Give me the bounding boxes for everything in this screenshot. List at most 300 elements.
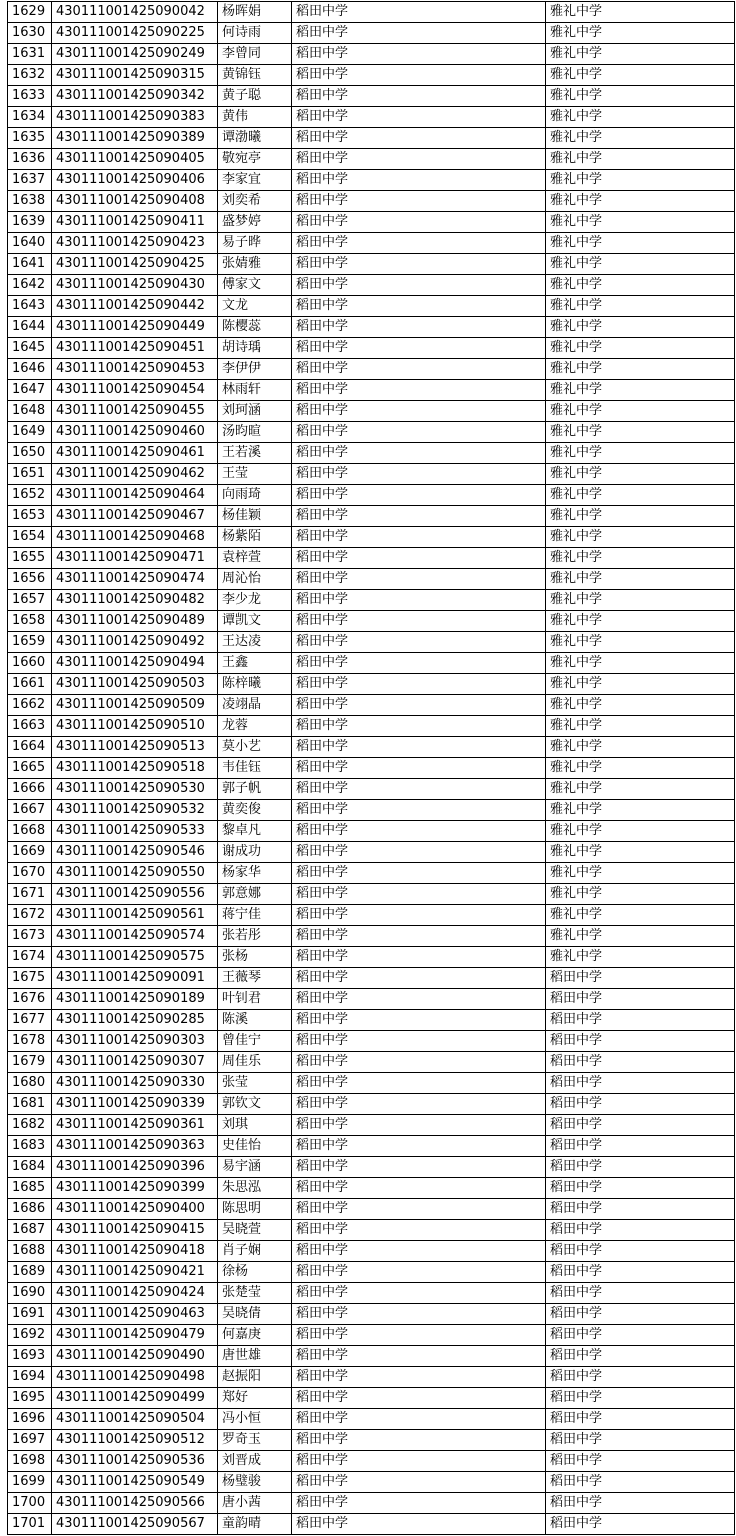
table-row	[8, 947, 735, 968]
student-name-cell: 李家宜	[218, 170, 292, 191]
student-name-cell: 傅家文	[218, 275, 292, 296]
row-number-cell: 1631	[8, 44, 52, 65]
admitted-school-cell: 雅礼中学	[546, 380, 735, 401]
student-name-cell: 谢成功	[218, 842, 292, 863]
admitted-school-cell: 雅礼中学	[546, 149, 735, 170]
student-id-cell: 430111001425090425	[52, 254, 218, 275]
student-id-cell: 430111001425090494	[52, 653, 218, 674]
student-name-cell: 韦佳钰	[218, 758, 292, 779]
table-row	[8, 779, 735, 800]
student-id-cell: 430111001425090389	[52, 128, 218, 149]
source-school-cell: 稻田中学	[292, 107, 546, 128]
row-number-cell: 1661	[8, 674, 52, 695]
admitted-school-cell: 稻田中学	[546, 1367, 735, 1388]
student-name-cell: 莫小艺	[218, 737, 292, 758]
student-name-cell: 童韵晴	[218, 1514, 292, 1535]
student-name-cell: 易宇涵	[218, 1157, 292, 1178]
table-row	[8, 464, 735, 485]
admitted-school-cell: 雅礼中学	[546, 401, 735, 422]
student-id-cell: 430111001425090462	[52, 464, 218, 485]
student-id-cell: 430111001425090561	[52, 905, 218, 926]
admitted-school-cell: 雅礼中学	[546, 758, 735, 779]
admitted-school-cell: 稻田中学	[546, 1451, 735, 1472]
source-school-cell: 稻田中学	[292, 401, 546, 422]
admitted-school-cell: 雅礼中学	[546, 23, 735, 44]
row-number-cell: 1645	[8, 338, 52, 359]
table-row	[8, 506, 735, 527]
admitted-school-cell: 稻田中学	[546, 1388, 735, 1409]
table-row	[8, 821, 735, 842]
source-school-cell: 稻田中学	[292, 23, 546, 44]
row-number-cell: 1656	[8, 569, 52, 590]
admitted-school-cell: 稻田中学	[546, 1325, 735, 1346]
admitted-school-cell: 稻田中学	[546, 1262, 735, 1283]
student-id-cell: 430111001425090189	[52, 989, 218, 1010]
admitted-school-cell: 稻田中学	[546, 1283, 735, 1304]
admitted-school-cell: 稻田中学	[546, 1199, 735, 1220]
row-number-cell: 1637	[8, 170, 52, 191]
admitted-school-cell: 雅礼中学	[546, 338, 735, 359]
student-name-cell: 刘琪	[218, 1115, 292, 1136]
student-name-cell: 李曾同	[218, 44, 292, 65]
source-school-cell: 稻田中学	[292, 1199, 546, 1220]
table-row	[8, 737, 735, 758]
row-number-cell: 1651	[8, 464, 52, 485]
admitted-school-cell: 雅礼中学	[546, 443, 735, 464]
student-id-cell: 430111001425090399	[52, 1178, 218, 1199]
student-id-cell: 430111001425090396	[52, 1157, 218, 1178]
source-school-cell: 稻田中学	[292, 1073, 546, 1094]
row-number-cell: 1667	[8, 800, 52, 821]
student-id-cell: 430111001425090499	[52, 1388, 218, 1409]
student-id-cell: 430111001425090482	[52, 590, 218, 611]
table-row	[8, 275, 735, 296]
table-row	[8, 359, 735, 380]
student-name-cell: 陈溪	[218, 1010, 292, 1031]
student-name-cell: 李少龙	[218, 590, 292, 611]
admitted-school-cell: 雅礼中学	[546, 884, 735, 905]
student-name-cell: 何诗雨	[218, 23, 292, 44]
row-number-cell: 1691	[8, 1304, 52, 1325]
student-id-cell: 430111001425090451	[52, 338, 218, 359]
row-number-cell: 1676	[8, 989, 52, 1010]
student-id-cell: 430111001425090342	[52, 86, 218, 107]
table-row	[8, 632, 735, 653]
student-name-cell: 唐世雄	[218, 1346, 292, 1367]
row-number-cell: 1688	[8, 1241, 52, 1262]
admitted-school-cell: 稻田中学	[546, 1073, 735, 1094]
source-school-cell: 稻田中学	[292, 800, 546, 821]
table-row	[8, 884, 735, 905]
row-number-cell: 1701	[8, 1514, 52, 1535]
table-row	[8, 191, 735, 212]
table-row	[8, 65, 735, 86]
admitted-school-cell: 雅礼中学	[546, 317, 735, 338]
row-number-cell: 1653	[8, 506, 52, 527]
student-id-cell: 430111001425090518	[52, 758, 218, 779]
admitted-school-cell: 雅礼中学	[546, 947, 735, 968]
admitted-school-cell: 雅礼中学	[546, 128, 735, 149]
student-id-cell: 430111001425090430	[52, 275, 218, 296]
table-row	[8, 1220, 735, 1241]
student-name-cell: 吴晓萱	[218, 1220, 292, 1241]
admitted-school-cell: 稻田中学	[546, 1031, 735, 1052]
student-name-cell: 张莹	[218, 1073, 292, 1094]
admitted-school-cell: 雅礼中学	[546, 674, 735, 695]
admitted-school-cell: 雅礼中学	[546, 548, 735, 569]
row-number-cell: 1664	[8, 737, 52, 758]
admitted-school-cell: 雅礼中学	[546, 191, 735, 212]
student-name-cell: 杨紫陌	[218, 527, 292, 548]
student-id-cell: 430111001425090461	[52, 443, 218, 464]
student-name-cell: 唐小茜	[218, 1493, 292, 1514]
admitted-school-cell: 雅礼中学	[546, 359, 735, 380]
row-number-cell: 1680	[8, 1073, 52, 1094]
admitted-school-cell: 雅礼中学	[546, 800, 735, 821]
row-number-cell: 1685	[8, 1178, 52, 1199]
row-number-cell: 1655	[8, 548, 52, 569]
admitted-school-cell: 稻田中学	[546, 1010, 735, 1031]
source-school-cell: 稻田中学	[292, 1430, 546, 1451]
row-number-cell: 1648	[8, 401, 52, 422]
table-row	[8, 1514, 735, 1535]
admitted-school-cell: 稻田中学	[546, 1346, 735, 1367]
student-id-cell: 430111001425090405	[52, 149, 218, 170]
source-school-cell: 稻田中学	[292, 1010, 546, 1031]
row-number-cell: 1672	[8, 905, 52, 926]
table-row	[8, 527, 735, 548]
source-school-cell: 稻田中学	[292, 884, 546, 905]
student-id-cell: 430111001425090479	[52, 1325, 218, 1346]
student-name-cell: 王若溪	[218, 443, 292, 464]
student-name-cell: 王鑫	[218, 653, 292, 674]
admission-table	[7, 1, 735, 1535]
student-id-cell: 430111001425090468	[52, 527, 218, 548]
student-name-cell: 龙蓉	[218, 716, 292, 737]
table-row	[8, 1493, 735, 1514]
row-number-cell: 1670	[8, 863, 52, 884]
row-number-cell: 1639	[8, 212, 52, 233]
student-name-cell: 张楚莹	[218, 1283, 292, 1304]
student-id-cell: 430111001425090091	[52, 968, 218, 989]
student-name-cell: 陈思明	[218, 1199, 292, 1220]
student-name-cell: 郭意娜	[218, 884, 292, 905]
row-number-cell: 1643	[8, 296, 52, 317]
admitted-school-cell: 稻田中学	[546, 989, 735, 1010]
row-number-cell: 1654	[8, 527, 52, 548]
source-school-cell: 稻田中学	[292, 1304, 546, 1325]
row-number-cell: 1686	[8, 1199, 52, 1220]
admitted-school-cell: 雅礼中学	[546, 842, 735, 863]
student-id-cell: 430111001425090330	[52, 1073, 218, 1094]
student-id-cell: 430111001425090471	[52, 548, 218, 569]
student-name-cell: 向雨琦	[218, 485, 292, 506]
row-number-cell: 1642	[8, 275, 52, 296]
table-row	[8, 548, 735, 569]
table-row	[8, 569, 735, 590]
admitted-school-cell: 雅礼中学	[546, 506, 735, 527]
table-row	[8, 758, 735, 779]
student-name-cell: 陈樱蕊	[218, 317, 292, 338]
source-school-cell: 稻田中学	[292, 569, 546, 590]
student-id-cell: 430111001425090411	[52, 212, 218, 233]
admitted-school-cell: 雅礼中学	[546, 233, 735, 254]
row-number-cell: 1638	[8, 191, 52, 212]
table-row	[8, 1031, 735, 1052]
admitted-school-cell: 雅礼中学	[546, 653, 735, 674]
admitted-school-cell: 雅礼中学	[546, 107, 735, 128]
table-row	[8, 1472, 735, 1493]
table-row	[8, 170, 735, 191]
table-row	[8, 1409, 735, 1430]
student-id-cell: 430111001425090418	[52, 1241, 218, 1262]
table-row	[8, 212, 735, 233]
row-number-cell: 1682	[8, 1115, 52, 1136]
source-school-cell: 稻田中学	[292, 674, 546, 695]
student-name-cell: 黄伟	[218, 107, 292, 128]
student-name-cell: 周佳乐	[218, 1052, 292, 1073]
admitted-school-cell: 稻田中学	[546, 1241, 735, 1262]
student-name-cell: 郭子帆	[218, 779, 292, 800]
source-school-cell: 稻田中学	[292, 1388, 546, 1409]
source-school-cell: 稻田中学	[292, 1514, 546, 1535]
table-row	[8, 338, 735, 359]
student-name-cell: 谭凯文	[218, 611, 292, 632]
row-number-cell: 1649	[8, 422, 52, 443]
student-name-cell: 黄子聪	[218, 86, 292, 107]
admission-table-body	[8, 2, 735, 1535]
table-row	[8, 296, 735, 317]
student-name-cell: 谭渤曦	[218, 128, 292, 149]
row-number-cell: 1689	[8, 1262, 52, 1283]
table-row	[8, 422, 735, 443]
source-school-cell: 稻田中学	[292, 422, 546, 443]
student-id-cell: 430111001425090549	[52, 1472, 218, 1493]
student-name-cell: 林雨轩	[218, 380, 292, 401]
source-school-cell: 稻田中学	[292, 1115, 546, 1136]
source-school-cell: 稻田中学	[292, 1241, 546, 1262]
table-row	[8, 1451, 735, 1472]
source-school-cell: 稻田中学	[292, 989, 546, 1010]
student-id-cell: 430111001425090303	[52, 1031, 218, 1052]
student-id-cell: 430111001425090490	[52, 1346, 218, 1367]
admitted-school-cell: 雅礼中学	[546, 275, 735, 296]
student-name-cell: 杨佳颖	[218, 506, 292, 527]
student-name-cell: 徐杨	[218, 1262, 292, 1283]
student-id-cell: 430111001425090361	[52, 1115, 218, 1136]
admitted-school-cell: 雅礼中学	[546, 779, 735, 800]
student-name-cell: 刘奕希	[218, 191, 292, 212]
student-id-cell: 430111001425090574	[52, 926, 218, 947]
table-row	[8, 2, 735, 23]
student-name-cell: 张婧雅	[218, 254, 292, 275]
table-row	[8, 254, 735, 275]
row-number-cell: 1660	[8, 653, 52, 674]
admitted-school-cell: 稻田中学	[546, 968, 735, 989]
table-row	[8, 674, 735, 695]
student-id-cell: 430111001425090455	[52, 401, 218, 422]
student-id-cell: 430111001425090489	[52, 611, 218, 632]
admitted-school-cell: 稻田中学	[546, 1136, 735, 1157]
student-id-cell: 430111001425090225	[52, 23, 218, 44]
table-row	[8, 107, 735, 128]
admitted-school-cell: 雅礼中学	[546, 695, 735, 716]
source-school-cell: 稻田中学	[292, 1325, 546, 1346]
source-school-cell: 稻田中学	[292, 275, 546, 296]
source-school-cell: 稻田中学	[292, 359, 546, 380]
student-name-cell: 胡诗瑀	[218, 338, 292, 359]
row-number-cell: 1650	[8, 443, 52, 464]
admitted-school-cell: 雅礼中学	[546, 44, 735, 65]
student-name-cell: 肖子娴	[218, 1241, 292, 1262]
student-id-cell: 430111001425090504	[52, 1409, 218, 1430]
table-row	[8, 1052, 735, 1073]
source-school-cell: 稻田中学	[292, 821, 546, 842]
student-id-cell: 430111001425090530	[52, 779, 218, 800]
row-number-cell: 1698	[8, 1451, 52, 1472]
student-name-cell: 叶钊君	[218, 989, 292, 1010]
table-row	[8, 1388, 735, 1409]
source-school-cell: 稻田中学	[292, 464, 546, 485]
admitted-school-cell: 雅礼中学	[546, 296, 735, 317]
student-id-cell: 430111001425090510	[52, 716, 218, 737]
student-name-cell: 王达凌	[218, 632, 292, 653]
student-name-cell: 史佳怡	[218, 1136, 292, 1157]
student-name-cell: 王莹	[218, 464, 292, 485]
source-school-cell: 稻田中学	[292, 1031, 546, 1052]
student-id-cell: 430111001425090339	[52, 1094, 218, 1115]
student-id-cell: 430111001425090498	[52, 1367, 218, 1388]
source-school-cell: 稻田中学	[292, 1262, 546, 1283]
student-name-cell: 王薇琴	[218, 968, 292, 989]
table-row	[8, 989, 735, 1010]
table-row	[8, 1325, 735, 1346]
row-number-cell: 1632	[8, 65, 52, 86]
admitted-school-cell: 稻田中学	[546, 1472, 735, 1493]
source-school-cell: 稻田中学	[292, 695, 546, 716]
row-number-cell: 1683	[8, 1136, 52, 1157]
row-number-cell: 1635	[8, 128, 52, 149]
source-school-cell: 稻田中学	[292, 254, 546, 275]
source-school-cell: 稻田中学	[292, 296, 546, 317]
table-row	[8, 905, 735, 926]
admitted-school-cell: 雅礼中学	[546, 212, 735, 233]
student-id-cell: 430111001425090285	[52, 1010, 218, 1031]
table-row	[8, 1430, 735, 1451]
row-number-cell: 1652	[8, 485, 52, 506]
row-number-cell: 1644	[8, 317, 52, 338]
admitted-school-cell: 稻田中学	[546, 1493, 735, 1514]
source-school-cell: 稻田中学	[292, 905, 546, 926]
student-id-cell: 430111001425090424	[52, 1283, 218, 1304]
source-school-cell: 稻田中学	[292, 1472, 546, 1493]
student-id-cell: 430111001425090307	[52, 1052, 218, 1073]
admitted-school-cell: 稻田中学	[546, 1430, 735, 1451]
admitted-school-cell: 雅礼中学	[546, 716, 735, 737]
source-school-cell: 稻田中学	[292, 86, 546, 107]
admitted-school-cell: 雅礼中学	[546, 590, 735, 611]
table-row	[8, 443, 735, 464]
student-id-cell: 430111001425090532	[52, 800, 218, 821]
table-row	[8, 653, 735, 674]
admitted-school-cell: 雅礼中学	[546, 926, 735, 947]
table-row	[8, 1178, 735, 1199]
table-row	[8, 149, 735, 170]
row-number-cell: 1636	[8, 149, 52, 170]
source-school-cell: 稻田中学	[292, 716, 546, 737]
source-school-cell: 稻田中学	[292, 1094, 546, 1115]
student-id-cell: 430111001425090474	[52, 569, 218, 590]
student-name-cell: 杨晖娟	[218, 2, 292, 23]
student-name-cell: 冯小恒	[218, 1409, 292, 1430]
source-school-cell: 稻田中学	[292, 1283, 546, 1304]
row-number-cell: 1641	[8, 254, 52, 275]
table-row	[8, 380, 735, 401]
student-id-cell: 430111001425090464	[52, 485, 218, 506]
table-row	[8, 863, 735, 884]
table-row	[8, 44, 735, 65]
student-id-cell: 430111001425090467	[52, 506, 218, 527]
source-school-cell: 稻田中学	[292, 926, 546, 947]
table-row	[8, 926, 735, 947]
table-row	[8, 800, 735, 821]
row-number-cell: 1665	[8, 758, 52, 779]
source-school-cell: 稻田中学	[292, 737, 546, 758]
row-number-cell: 1662	[8, 695, 52, 716]
student-id-cell: 430111001425090509	[52, 695, 218, 716]
student-name-cell: 黎卓凡	[218, 821, 292, 842]
admitted-school-cell: 雅礼中学	[546, 86, 735, 107]
student-id-cell: 430111001425090503	[52, 674, 218, 695]
admitted-school-cell: 稻田中学	[546, 1094, 735, 1115]
student-id-cell: 430111001425090423	[52, 233, 218, 254]
student-name-cell: 刘珂涵	[218, 401, 292, 422]
admitted-school-cell: 雅礼中学	[546, 422, 735, 443]
student-name-cell: 吴晓倩	[218, 1304, 292, 1325]
source-school-cell: 稻田中学	[292, 317, 546, 338]
table-row	[8, 128, 735, 149]
source-school-cell: 稻田中学	[292, 149, 546, 170]
row-number-cell: 1663	[8, 716, 52, 737]
source-school-cell: 稻田中学	[292, 128, 546, 149]
student-name-cell: 盛梦婷	[218, 212, 292, 233]
source-school-cell: 稻田中学	[292, 1346, 546, 1367]
student-name-cell: 易子晔	[218, 233, 292, 254]
row-number-cell: 1634	[8, 107, 52, 128]
admitted-school-cell: 稻田中学	[546, 1178, 735, 1199]
student-name-cell: 杨璧骏	[218, 1472, 292, 1493]
table-row	[8, 695, 735, 716]
source-school-cell: 稻田中学	[292, 485, 546, 506]
student-id-cell: 430111001425090453	[52, 359, 218, 380]
admitted-school-cell: 稻田中学	[546, 1304, 735, 1325]
source-school-cell: 稻田中学	[292, 842, 546, 863]
student-name-cell: 敬宛亭	[218, 149, 292, 170]
admitted-school-cell: 雅礼中学	[546, 905, 735, 926]
table-row	[8, 968, 735, 989]
student-id-cell: 430111001425090400	[52, 1199, 218, 1220]
student-id-cell: 430111001425090415	[52, 1220, 218, 1241]
admitted-school-cell: 稻田中学	[546, 1514, 735, 1535]
admitted-school-cell: 雅礼中学	[546, 254, 735, 275]
table-row	[8, 401, 735, 422]
row-number-cell: 1675	[8, 968, 52, 989]
table-row	[8, 1010, 735, 1031]
table-row	[8, 86, 735, 107]
source-school-cell: 稻田中学	[292, 338, 546, 359]
source-school-cell: 稻田中学	[292, 1136, 546, 1157]
row-number-cell: 1629	[8, 2, 52, 23]
